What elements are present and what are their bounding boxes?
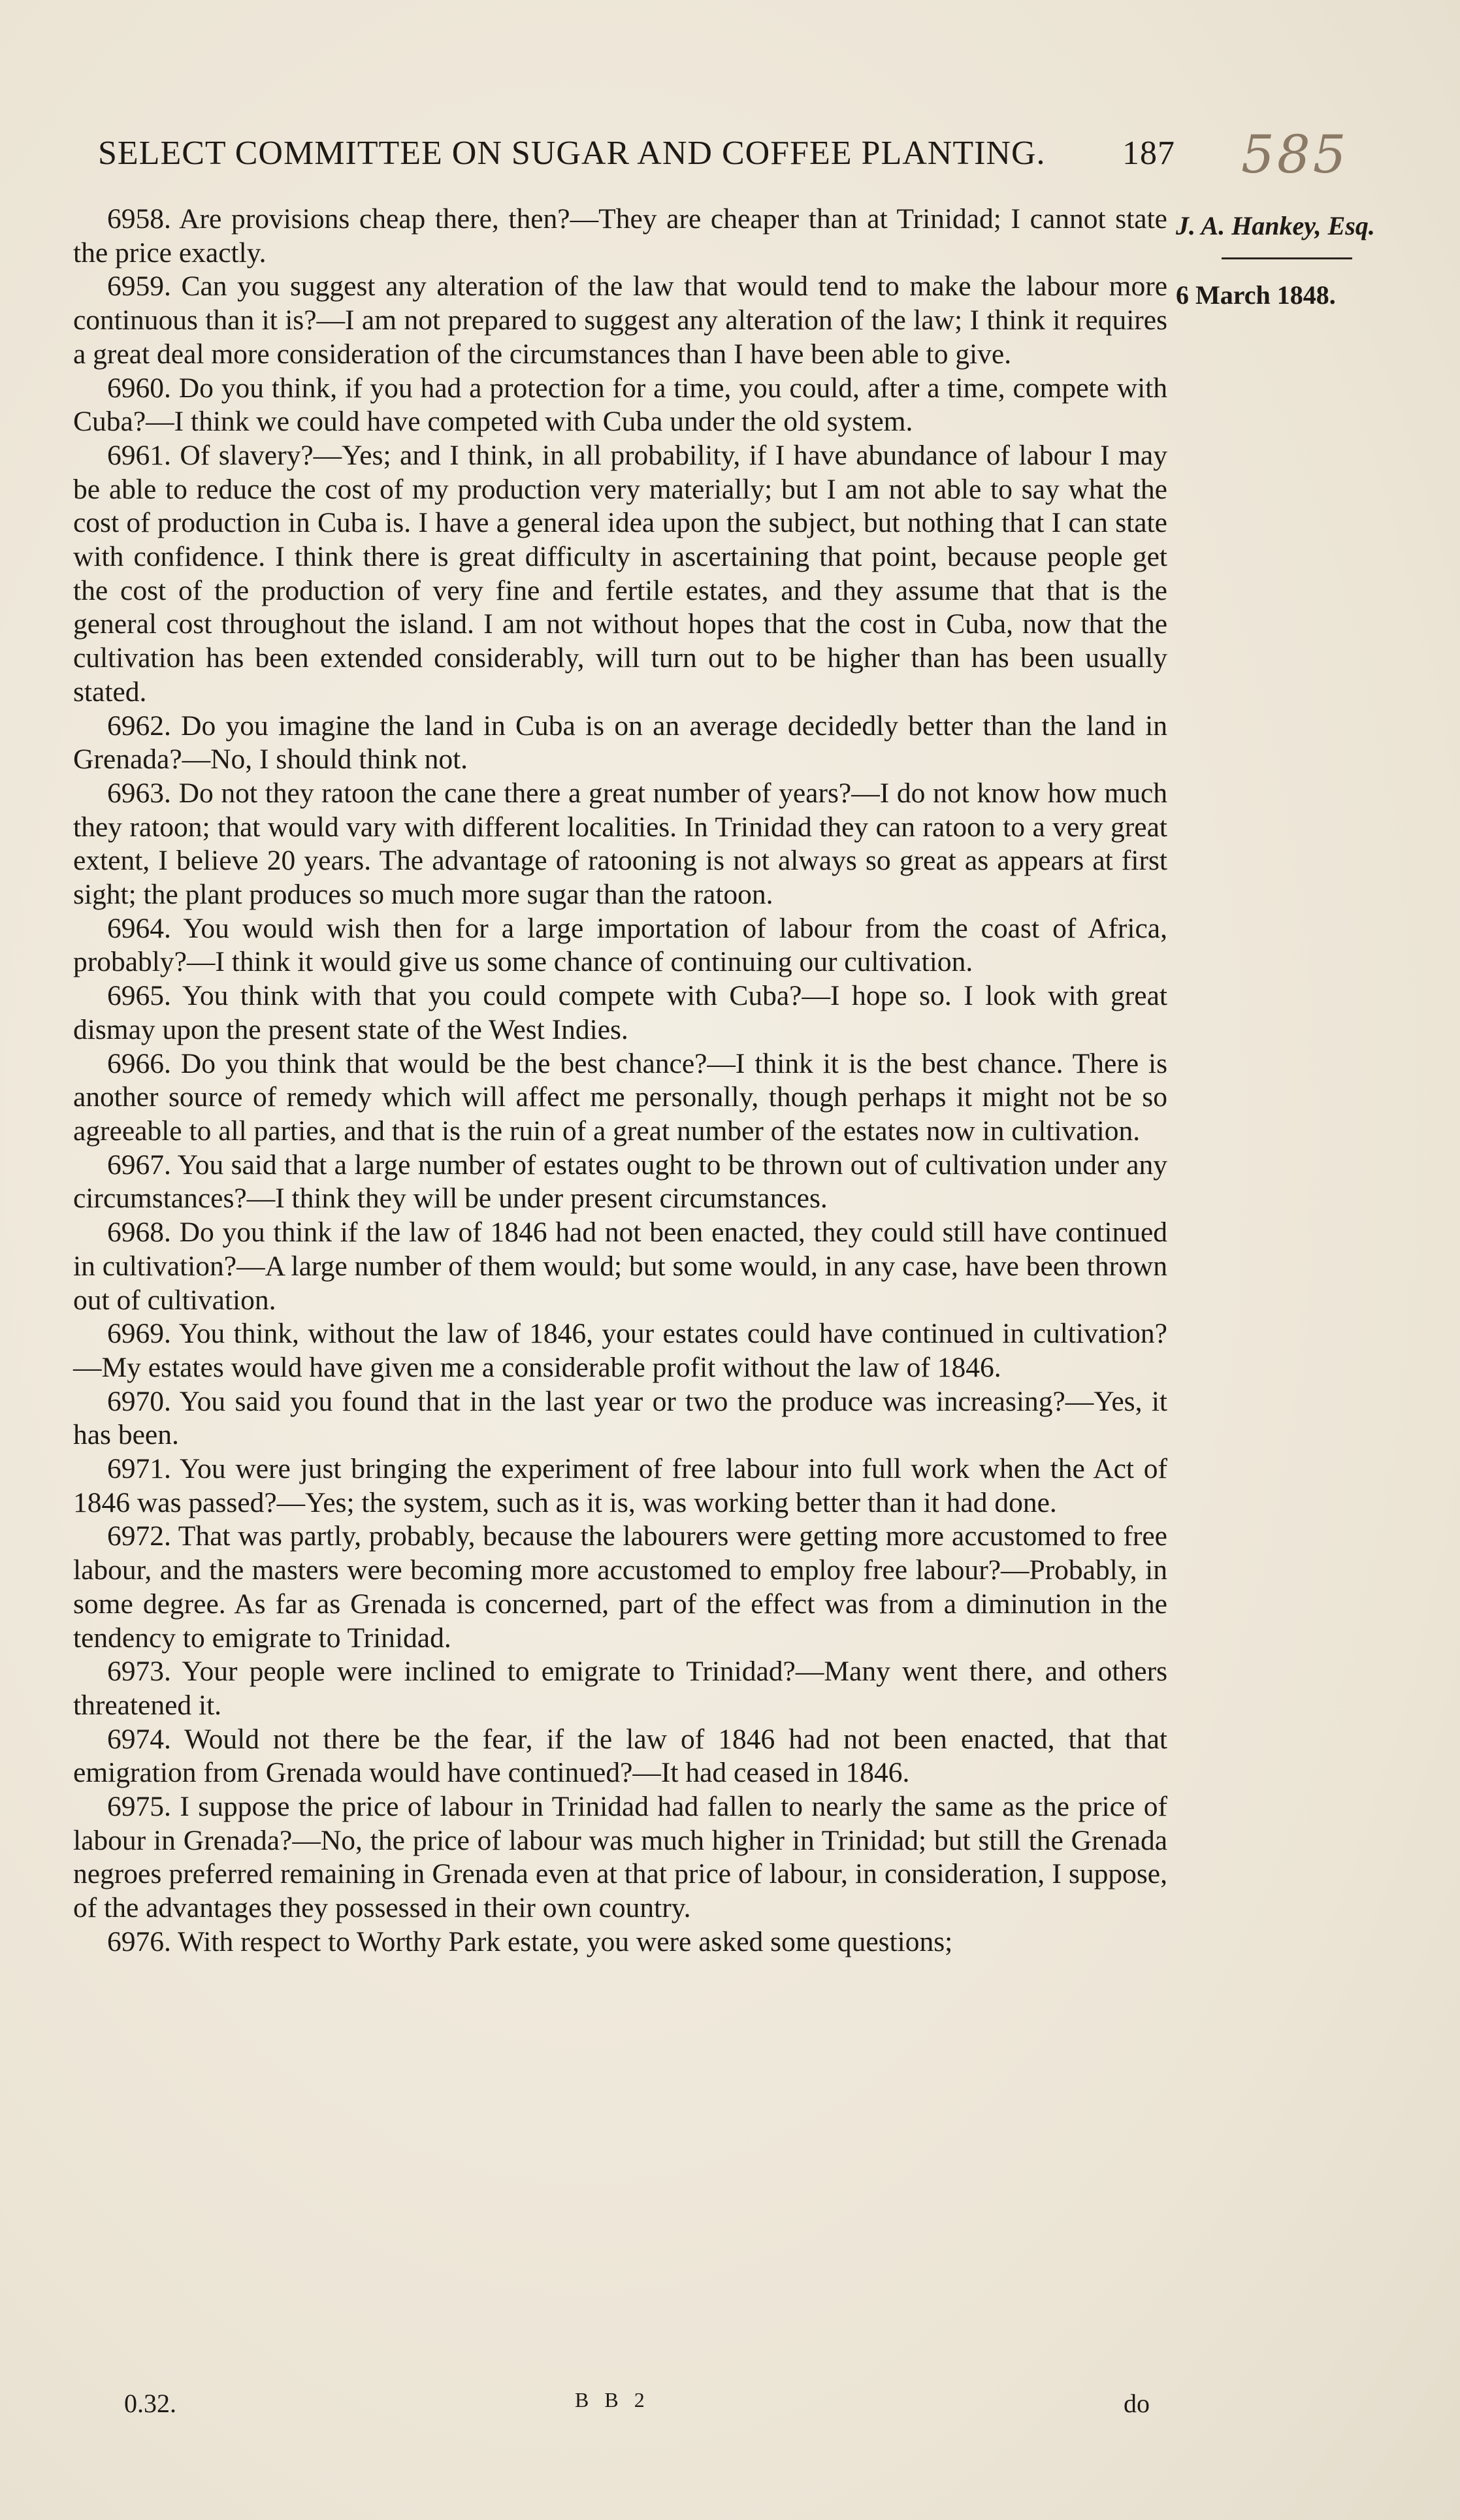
- question-6973: 6973. Your people were inclined to emigrate to Trinidad?—Many went there, and others threatened it.: [73, 1656, 1167, 1721]
- question-6965: 6965. You think with that you could compete with Cuba?—I hope so. I look with great dismay upon the present state of the West Indies.: [73, 980, 1167, 1045]
- witness-name: J. A. Hankey, Esq.: [1176, 211, 1375, 240]
- question-6958: 6958. Are provisions cheap there, then?—They are cheaper than at Trinidad; I cannot state the price exactly.: [73, 203, 1167, 269]
- footer-paper-number: 0.32.: [124, 2389, 176, 2418]
- question-6976: 6976. With respect to Worthy Park estate, you were asked some questions;: [107, 1925, 953, 1957]
- margin-rule: [1222, 257, 1352, 259]
- footer-signature-mark: B B 2: [575, 2388, 650, 2412]
- question-6960: 6960. Do you think, if you had a protection for a time, you could, after a time, compete with Cuba?—I think we could have competed with Cuba under the old system.: [73, 372, 1167, 438]
- question-6967: 6967. You said that a large number of estates ought to be thrown out of cultivation under any circumstances?—I think they will be under present circumstances.: [73, 1149, 1167, 1215]
- footer-catchword: do: [1124, 2389, 1150, 2418]
- question-6959: 6959. Can you suggest any alteration of the law that would tend to make the labour more continuous than it is?—I am not prepared to suggest any alteration of the law; I think it requires a great deal more consideration of the circumstances than I have been able to give.: [73, 270, 1167, 370]
- question-6964: 6964. You would wish then for a large importation of labour from the coast of Africa, probably?—I think it would give us some chance of continuing our cultivation.: [73, 912, 1167, 978]
- question-6962: 6962. Do you imagine the land in Cuba is on an average decidedly better than the land in Grenada?—No, I should think not.: [73, 710, 1167, 776]
- testimony-date: 6 March 1848.: [1176, 280, 1336, 310]
- question-6971: 6971. You were just bringing the experiment of free labour into full work when the Act of 1846 was passed?—Yes; the system, such as it is, was working better than it had done.: [73, 1453, 1167, 1518]
- question-6968: 6968. Do you think if the law of 1846 had not been enacted, they could still have continued in cultivation?—A large number of them would; but some would, in any case, have been thrown out of cultivation.: [73, 1217, 1167, 1316]
- question-6966: 6966. Do you think that would be the best chance?—I think it is the best chance. There is another source of remedy which will affect me personally, though perhaps it might not be so agreeable to all parties, and that is the ruin of a great number of the estates now in cultivation.: [73, 1047, 1167, 1147]
- question-6972: 6972. That was partly, probably, because the labourers were getting more accustomed to free labour, and the masters were becoming more accustomed to employ free labour?—Probably, in some degree. As far as Grenada is concerned, part of the effect was from a diminution in the tendency to emigrate to Trinidad.: [73, 1520, 1167, 1654]
- question-6974: 6974. Would not there be the fear, if the law of 1846 had not been enacted, that that emigration from Grenada would have continued?—It had ceased in 1846.: [73, 1723, 1167, 1789]
- question-6975: 6975. I suppose the price of labour in Trinidad had fallen to nearly the same as the price of labour in Grenada?—No, the price of labour was much higher in Trinidad; but still the Grenada negroes preferred remaining in Grenada even at that price of labour, in consideration, I suppose, of the advantages they possessed in their own country.: [73, 1791, 1167, 1924]
- page-number: 187: [1122, 135, 1175, 172]
- header-title: SELECT COMMITTEE ON SUGAR AND COFFEE PLANTING.: [98, 135, 1046, 172]
- handwritten-folio-number: 585: [1241, 124, 1349, 185]
- question-6969: 6969. You think, without the law of 1846, your estates could have continued in cultivation?—My estates would have given me a considerable profit without the law of 1846.: [73, 1318, 1167, 1383]
- question-6963: 6963. Do not they ratoon the cane there a great number of years?—I do not know how much they ratoon; that would vary with different localities. In Trinidad they can ratoon to a very great extent, I believe 20 years. The advantage of ratooning is not always so great as appears at first sight; the plant produces so much more sugar than the ratoon.: [73, 777, 1167, 911]
- question-6961: 6961. Of slavery?—Yes; and I think, in all probability, if I have abundance of labour I may be able to reduce the cost of my production very materially; but I am not able to say what the cost of production in Cuba is. I have a general idea upon the subject, but nothing that I can state with confidence. I think there is great difficulty in ascertaining that point, because people get the cost of the production of very fine and fertile estates, and they assume that that is the general cost throughout the island. I am not without hopes that the cost in Cuba, now that the cultivation has been extended considerably, will turn out to be higher than has been usually stated.: [73, 439, 1167, 708]
- page-header: [98, 134, 1175, 172]
- testimony-body: [73, 203, 1167, 1959]
- question-6970: 6970. You said you found that in the last year or two the produce was increasing?—Yes, it has been.: [73, 1385, 1167, 1451]
